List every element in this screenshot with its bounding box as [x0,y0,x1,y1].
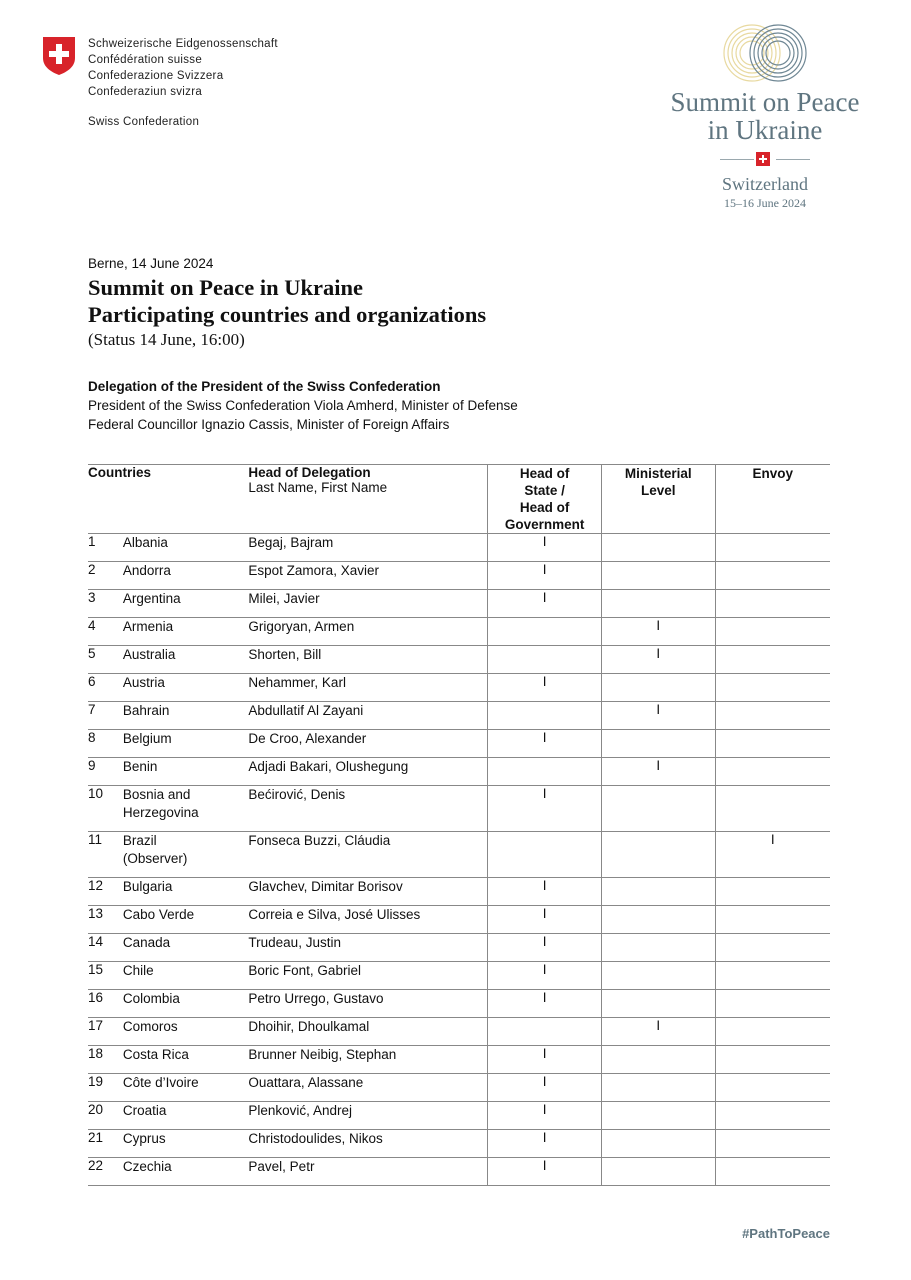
min-mark-cell: I [601,1018,715,1046]
row-number: 2 [88,562,123,590]
confederation-name-rm: Confederaziun svizra [88,86,203,98]
env-mark-cell [715,562,830,590]
summit-logo [640,22,890,211]
hos-mark-cell [488,832,602,878]
country-cell: Canada [123,934,249,962]
row-number: 19 [88,1074,123,1102]
table-row [88,674,830,702]
min-mark-cell [601,962,715,990]
head-of-delegation-cell: Dhoihir, Dhoulkamal [248,1018,487,1046]
head-of-delegation-cell: Brunner Neibig, Stephan [248,1046,487,1074]
table-row [88,534,830,562]
country-cell: Colombia [123,990,249,1018]
env-mark-cell [715,618,830,646]
head-of-delegation-cell: Adjadi Bakari, Olushegung [248,758,487,786]
row-number: 15 [88,962,123,990]
head-of-delegation-cell: Grigoryan, Armen [248,618,487,646]
place-date: Berne, 14 June 2024 [88,256,214,271]
head-of-delegation-cell: Abdullatif Al Zayani [248,702,487,730]
min-mark-cell: I [601,646,715,674]
row-number: 7 [88,702,123,730]
hos-header-line: Head of [519,466,570,481]
head-of-delegation-cell: Correia e Silva, José Ulisses [248,906,487,934]
hos-mark-cell [488,1018,602,1046]
table-header-row [88,465,830,534]
hos-mark-cell: I [488,1130,602,1158]
row-number: 9 [88,758,123,786]
table-row [88,1074,830,1102]
min-mark-cell [601,674,715,702]
hos-mark-cell: I [488,590,602,618]
hos-mark-cell: I [488,990,602,1018]
min-mark-cell [601,730,715,758]
env-mark-cell [715,534,830,562]
country-name-line: Herzegovina [122,805,199,820]
country-cell [123,832,249,878]
document-title-line-2: Participating countries and organizations [88,302,487,327]
country-cell: Bulgaria [123,878,249,906]
hos-mark-cell: I [488,962,602,990]
country-cell: Czechia [123,1158,249,1186]
column-header-head-of-state [488,465,602,534]
min-mark-cell [601,1158,715,1186]
row-number: 5 [88,646,123,674]
head-of-delegation-cell: Plenković, Andrej [248,1102,487,1130]
column-header-envoy: Envoy [715,465,830,534]
env-mark-cell [715,730,830,758]
table-row [88,934,830,962]
hos-mark-cell: I [488,562,602,590]
hos-mark-cell: I [488,906,602,934]
table-row [88,590,830,618]
head-of-delegation-cell: Shorten, Bill [248,646,487,674]
hos-mark-cell: I [488,1102,602,1130]
country-cell: Belgium [123,730,249,758]
hos-mark-cell: I [488,730,602,758]
min-mark-cell: I [601,618,715,646]
row-number: 18 [88,1046,123,1074]
row-number: 22 [88,1158,123,1186]
env-mark-cell [715,1018,830,1046]
confederation-name-de: Schweizerische Eidgenossenschaft [88,38,278,50]
head-of-delegation-cell: Ouattara, Alassane [248,1074,487,1102]
env-mark-cell [715,758,830,786]
country-cell: Cabo Verde [123,906,249,934]
hos-mark-cell [488,646,602,674]
country-cell: Andorra [123,562,249,590]
env-mark-cell [715,878,830,906]
swiss-flag-icon [42,36,76,76]
table-row [88,906,830,934]
logo-divider [640,150,890,168]
delegation-line-1: President of the Swiss Confederation Viola Amherd, Minister of Defense [88,398,518,413]
row-number: 21 [88,1130,123,1158]
head-of-delegation-cell: Petro Urrego, Gustavo [248,990,487,1018]
env-mark-cell [715,906,830,934]
summit-logo-title-2: in Ukraine [707,115,823,145]
table-row [88,1018,830,1046]
delegation-title: Delegation of the President of the Swiss Confederation [88,379,441,394]
confederation-name-it: Confederazione Svizzera [88,70,224,82]
country-cell: Côte d’Ivoire [123,1074,249,1102]
table-row [88,832,830,878]
env-mark-cell [715,1046,830,1074]
env-mark-cell [715,1074,830,1102]
delegation-line-2: Federal Councillor Ignazio Cassis, Minister of Foreign Affairs [88,417,450,432]
min-mark-cell [601,562,715,590]
ministerial-header-line: Ministerial [624,466,692,481]
hos-mark-cell: I [488,786,602,832]
country-cell: Australia [123,646,249,674]
min-mark-cell [601,878,715,906]
table-row [88,962,830,990]
env-mark-cell [715,646,830,674]
table-row [88,646,830,674]
country-name-line: Brazil [122,833,157,848]
country-cell: Costa Rica [123,1046,249,1074]
table-row [88,1102,830,1130]
document-title-line-1: Summit on Peace in Ukraine [88,275,363,300]
head-of-delegation-cell: Bećirović, Denis [248,786,487,832]
head-of-delegation-label: Head of Delegation [248,465,371,480]
hos-header-line: Head of [519,500,570,515]
hos-mark-cell: I [488,1158,602,1186]
row-number: 11 [88,832,123,878]
row-number: 3 [88,590,123,618]
row-number: 4 [88,618,123,646]
head-of-delegation-cell: Milei, Javier [248,590,487,618]
min-mark-cell [601,990,715,1018]
row-number: 13 [88,906,123,934]
divider-line-right [776,159,810,160]
interlocking-rings-icon [715,22,815,84]
country-cell: Comoros [123,1018,249,1046]
hos-header-line: State / [524,483,565,498]
hos-header-line: Government [504,517,585,532]
table-row [88,702,830,730]
head-of-delegation-cell: Glavchev, Dimitar Borisov [248,878,487,906]
min-mark-cell [601,934,715,962]
head-of-delegation-cell: Boric Font, Gabriel [248,962,487,990]
ministerial-header-line: Level [640,483,676,498]
min-mark-cell [601,1102,715,1130]
column-header-countries: Countries [88,465,248,534]
row-number: 16 [88,990,123,1018]
summit-logo-dates: 15–16 June 2024 [724,196,806,210]
document-heading [88,256,848,350]
row-number: 20 [88,1102,123,1130]
env-mark-cell [715,990,830,1018]
table-row [88,786,830,832]
table-row [88,730,830,758]
row-number: 1 [88,534,123,562]
country-name-line: Bosnia and [122,787,191,802]
head-of-delegation-cell: Pavel, Petr [248,1158,487,1186]
hashtag: #PathToPeace [742,1226,830,1241]
swiss-cross-icon [756,152,770,166]
env-mark-cell [715,1130,830,1158]
min-mark-cell [601,832,715,878]
head-of-delegation-cell: Christodoulides, Nikos [248,1130,487,1158]
document-title [88,274,848,328]
row-number: 17 [88,1018,123,1046]
country-cell: Argentina [123,590,249,618]
head-of-delegation-cell: Begaj, Bajram [248,534,487,562]
head-of-delegation-cell: Nehammer, Karl [248,674,487,702]
country-cell: Cyprus [123,1130,249,1158]
country-cell: Austria [123,674,249,702]
head-of-delegation-cell: Espot Zamora, Xavier [248,562,487,590]
summit-logo-country: Switzerland [722,174,808,194]
row-number: 8 [88,730,123,758]
hos-mark-cell [488,702,602,730]
min-mark-cell [601,1046,715,1074]
country-cell: Benin [123,758,249,786]
country-cell: Armenia [123,618,249,646]
country-cell: Albania [123,534,249,562]
hos-mark-cell: I [488,878,602,906]
country-cell: Chile [123,962,249,990]
min-mark-cell: I [601,758,715,786]
hos-mark-cell: I [488,934,602,962]
env-mark-cell [715,590,830,618]
name-format-label: Last Name, First Name [248,480,388,495]
confederation-name-en: Swiss Confederation [88,116,200,128]
column-header-head-of-delegation [248,465,487,534]
column-header-ministerial [601,465,715,534]
table-row [88,878,830,906]
row-number: 6 [88,674,123,702]
min-mark-cell [601,1130,715,1158]
document-status: (Status 14 June, 16:00) [88,330,245,349]
table-row [88,1130,830,1158]
table-row [88,618,830,646]
country-cell [123,786,249,832]
head-of-delegation-cell: De Croo, Alexander [248,730,487,758]
env-mark-cell [715,934,830,962]
table-row [88,562,830,590]
min-mark-cell: I [601,702,715,730]
country-name-line: (Observer) [122,851,188,866]
env-mark-cell [715,962,830,990]
table-body [88,534,830,1186]
summit-logo-title-1: Summit on Peace [670,87,860,117]
min-mark-cell [601,534,715,562]
country-cell: Croatia [123,1102,249,1130]
country-cell: Bahrain [123,702,249,730]
min-mark-cell [601,786,715,832]
env-mark-cell [715,702,830,730]
row-number: 12 [88,878,123,906]
table-row [88,758,830,786]
env-mark-cell [715,1102,830,1130]
hos-mark-cell [488,758,602,786]
head-of-delegation-cell: Trudeau, Justin [248,934,487,962]
participants-table [88,464,830,1186]
env-mark-cell: I [715,832,830,878]
hos-mark-cell: I [488,1074,602,1102]
table-row [88,1046,830,1074]
hos-mark-cell: I [488,534,602,562]
min-mark-cell [601,906,715,934]
env-mark-cell [715,674,830,702]
confederation-names [88,36,328,100]
head-of-delegation-cell: Fonseca Buzzi, Cláudia [248,832,487,878]
row-number: 10 [88,786,123,832]
hos-mark-cell: I [488,1046,602,1074]
table-row [88,1158,830,1186]
min-mark-cell [601,590,715,618]
hos-mark-cell [488,618,602,646]
min-mark-cell [601,1074,715,1102]
swiss-delegation [88,377,848,434]
env-mark-cell [715,786,830,832]
table-row [88,990,830,1018]
env-mark-cell [715,1158,830,1186]
confederation-name-fr: Confédération suisse [88,54,203,66]
divider-line-left [720,159,754,160]
row-number: 14 [88,934,123,962]
hos-mark-cell: I [488,674,602,702]
